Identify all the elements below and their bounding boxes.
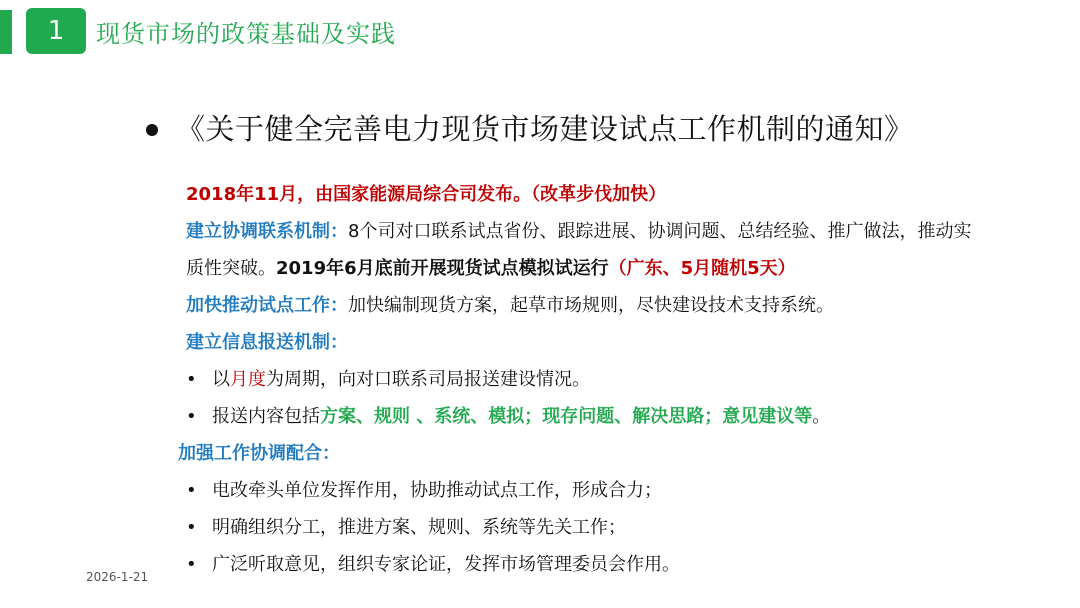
bullet-icon: • — [186, 554, 197, 575]
list-item — [186, 361, 986, 398]
list-item-text: 电改牵头单位发挥作用，协助推动试点工作，形成合力； — [212, 480, 662, 501]
list-item-text: 报送内容包括 — [212, 406, 320, 427]
section-title: 现货市场的政策基础及实践 — [96, 20, 396, 48]
list-item-text: 。 — [812, 406, 831, 427]
section-number-badge: 1 — [26, 8, 86, 54]
bullet-icon: • — [186, 480, 197, 501]
list-item — [186, 398, 986, 435]
release-info-line: 2018年11月，由国家能源局综合司发布。（改革步伐加快） — [186, 184, 667, 205]
list-item — [186, 546, 986, 583]
coordination-mechanism-paragraph — [186, 213, 986, 287]
bullet-icon: • — [186, 406, 197, 427]
pilot-work-line — [186, 287, 986, 324]
list-item-text: 为周期，向对口联系司局报送建设情况。 — [266, 369, 590, 390]
bullet-icon: • — [186, 517, 197, 538]
coordination-label: 建立协调联系机制： — [186, 221, 348, 242]
bullet-icon: • — [186, 369, 197, 390]
slide-date: 2026-1-21 — [86, 570, 149, 584]
info-reporting-heading: 建立信息报送机制： — [186, 332, 348, 353]
pilot-work-text: 加快编制现货方案，起草市场规则，尽快建设技术支持系统。 — [348, 295, 834, 316]
coordination-text: 8个司对口联系试点省份、跟踪进展、协调问题、总结经验、推广做法，推动实质性突破。 — [186, 221, 972, 279]
slide-content — [178, 176, 986, 583]
list-item-text: 以 — [212, 369, 230, 390]
trial-run-text: 2019年6月底前开展现货试点模拟试运行 — [276, 258, 609, 279]
pilot-work-label: 加快推动试点工作： — [186, 295, 348, 316]
list-item — [186, 472, 986, 509]
trial-run-note: （广东、5月随机5天） — [608, 258, 796, 279]
list-item — [186, 509, 986, 546]
accent-bar — [0, 10, 12, 54]
list-item-highlight: 方案、规则 、系统、模拟；现存问题、解决思路；意见建议等 — [320, 406, 813, 427]
document-title: 《关于健全完善电力现货市场建设试点工作机制的通知》 — [176, 112, 914, 146]
list-item-highlight: 月度 — [230, 369, 266, 390]
main-bullet-icon — [146, 124, 158, 136]
coordination-heading: 加强工作协调配合： — [178, 443, 340, 464]
list-item-text: 明确组织分工，推进方案、规则、系统等先关工作； — [212, 517, 626, 538]
list-item-text: 广泛听取意见，组织专家论证，发挥市场管理委员会作用。 — [212, 554, 680, 575]
